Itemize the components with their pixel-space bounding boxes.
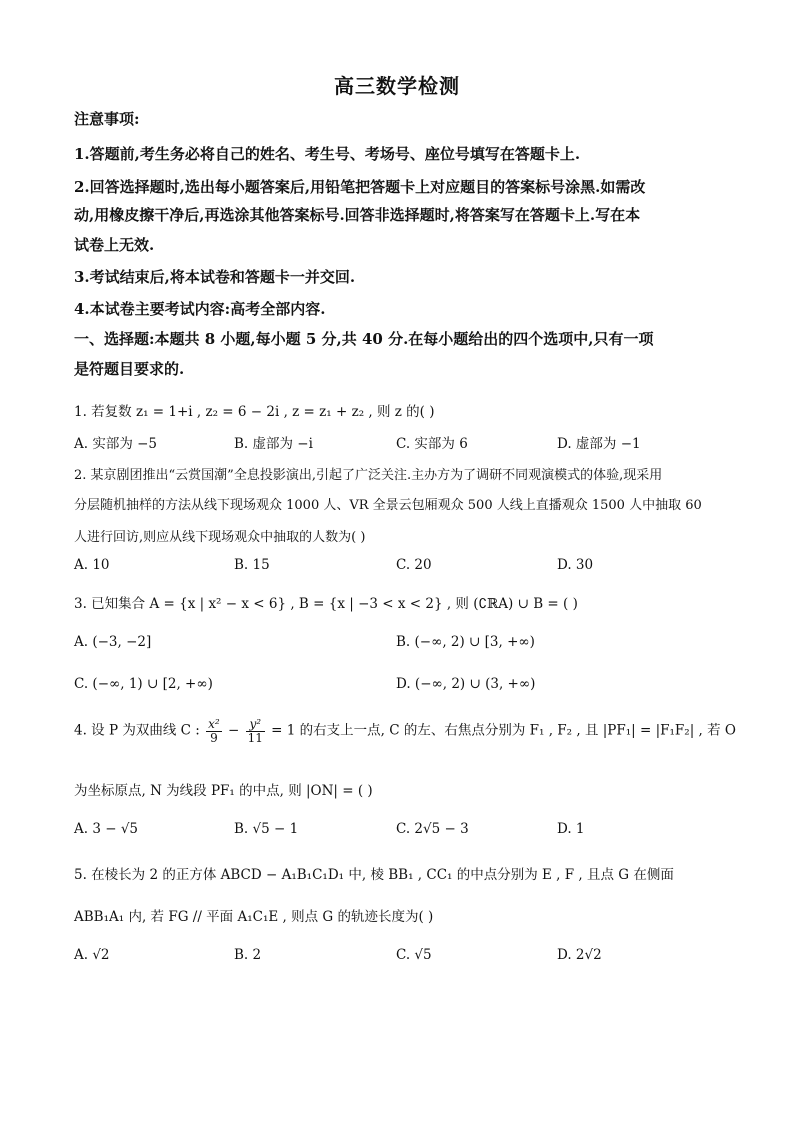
- fraction-y-denominator: 11: [247, 730, 263, 745]
- question-4-stem-line2: 为坐标原点, N 为线段 PF₁ 的中点, 则 |ON| = ( ): [74, 783, 373, 799]
- question-1-stem: 1. 若复数 z₁ = 1+i , z₂ = 6 − 2i , z = z₁ + z₂ , 则 z 的( ): [74, 404, 435, 420]
- question-2-option-a: A. 10: [74, 557, 110, 573]
- question-5-stem-line2: ABB₁A₁ 内, 若 FG // 平面 A₁C₁E , 则点 G 的轨迹长度为( ): [74, 909, 434, 925]
- question-5-option-b: B. 2: [234, 947, 262, 963]
- question-2-option-c: C. 20: [396, 557, 432, 573]
- hyperbola-fraction-x: [206, 718, 222, 744]
- question-2-option-d: D. 30: [557, 557, 594, 573]
- notice-item-2: 2.回答选择题时,选出每小题答案后,用铅笔把答题卡上对应题目的答案标号涂黑.如需改: [74, 178, 646, 196]
- question-3-option-d: D. (−∞, 2) ∪ (3, +∞): [396, 676, 536, 692]
- question-3-option-c: C. (−∞, 1) ∪ [2, +∞): [74, 676, 213, 692]
- question-4-stem-start: 4. 设 P 为双曲线 C :: [74, 722, 200, 739]
- question-4-option-b: B. √5 − 1: [234, 821, 299, 837]
- question-1-option-b: B. 虚部为 −i: [234, 436, 313, 452]
- page-title: 高三数学检测: [334, 74, 460, 98]
- question-3-stem: 3. 已知集合 A = {x | x² − x < 6} , B = {x | −3 < x < 2} , 则 (∁ℝA) ∪ B = ( ): [74, 596, 578, 612]
- notice-item-2-cont: 动,用橡皮擦干净后,再选涂其他答案标号.回答非选择题时,将答案写在答题卡上.写在本: [74, 206, 641, 224]
- notice-item-2-cont2: 试卷上无效.: [74, 236, 155, 254]
- fraction-minus-sign: −: [227, 722, 240, 739]
- question-3-option-a: A. (−3, −2]: [74, 634, 152, 650]
- fraction-y-numerator: y²: [246, 718, 265, 732]
- question-2-line-2: 分层随机抽样的方法从线下现场观众 1000 人、VR 全景云包厢观众 500 人线上直播观众 1500 人中抽取 60: [74, 498, 702, 513]
- question-3-option-b: B. (−∞, 2) ∪ [3, +∞): [396, 634, 535, 650]
- fraction-x-numerator: x²: [208, 717, 220, 731]
- question-4-option-a: A. 3 − √5: [74, 821, 139, 837]
- notice-item-3: 3.考试结束后,将本试卷和答题卡一并交回.: [74, 268, 356, 286]
- question-4-option-c: C. 2√5 − 3: [396, 821, 469, 837]
- question-4-stem-line1: [74, 718, 736, 744]
- question-5-stem-line1: 5. 在棱长为 2 的正方体 ABCD − A₁B₁C₁D₁ 中, 棱 BB₁ , CC₁ 的中点分别为 E , F , 且点 G 在侧面: [74, 867, 674, 883]
- question-1-option-d: D. 虚部为 −1: [557, 436, 641, 452]
- question-2-line-1: 2. 某京剧团推出“云赏国潮”全息投影演出,引起了广泛关注.主办方为了调研不同观演模式的体验,现采用: [74, 468, 663, 483]
- question-4-option-d: D. 1: [557, 821, 585, 837]
- section-heading-line2: 是符题目要求的.: [74, 360, 185, 378]
- notice-item-4: 4.本试卷主要考试内容:高考全部内容.: [74, 300, 326, 318]
- fraction-x-denominator: 9: [210, 730, 218, 745]
- hyperbola-fraction-y: [246, 718, 265, 744]
- notice-item-1: 1.答题前,考生务必将自己的姓名、考生号、考场号、座位号填写在答题卡上.: [74, 145, 581, 163]
- question-1-option-c: C. 实部为 6: [396, 436, 468, 452]
- question-4-stem-rest: = 1 的右支上一点, C 的左、右焦点分别为 F₁ , F₂ , 且 |PF₁| = |F₁F₂| , 若 O: [271, 722, 736, 739]
- question-2-option-b: B. 15: [234, 557, 270, 573]
- question-2-line-3: 人进行回访,则应从线下现场观众中抽取的人数为( ): [74, 530, 366, 545]
- question-5-option-d: D. 2√2: [557, 947, 602, 963]
- section-heading-line1: 一、选择题:本题共 8 小题,每小题 5 分,共 40 分.在每小题给出的四个选项中,只有一项: [74, 330, 654, 348]
- question-5-option-c: C. √5: [396, 947, 432, 963]
- question-1-option-a: A. 实部为 −5: [74, 436, 158, 452]
- notice-heading: 注意事项:: [74, 110, 140, 128]
- question-5-option-a: A. √2: [74, 947, 110, 963]
